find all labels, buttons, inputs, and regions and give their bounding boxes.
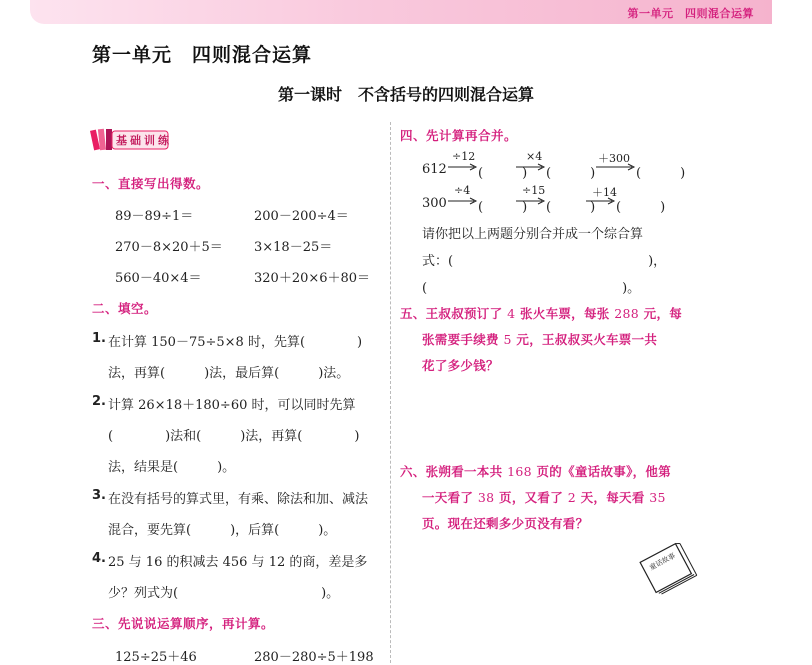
operation-label: ÷12 xyxy=(452,150,476,163)
calc-item: 280－280÷5＋198 xyxy=(254,650,374,665)
question-number: 2. xyxy=(92,394,106,409)
number: 2 xyxy=(567,490,576,505)
question-text: ( )法和( )法，再算( ) xyxy=(108,429,360,444)
calc-item: 3×18－25＝ xyxy=(254,240,333,255)
answer-blank: ( ) xyxy=(546,200,596,215)
arrow-icon xyxy=(448,160,478,174)
book-title: 童话故事 xyxy=(648,551,677,572)
lesson-title: 第一课时 不含括号的四则混合运算 xyxy=(277,85,534,104)
question-text: 在计算 150－75÷5×8 时，先算( ) xyxy=(108,335,363,350)
question-text: 请你把以上两题分别合并成一个综合算 xyxy=(422,227,644,242)
text: 页，又看了 xyxy=(499,490,564,505)
arrow-icon xyxy=(448,194,478,208)
operation-label: ＋300 xyxy=(598,152,630,165)
question-text: 25 与 16 的积减去 456 与 12 的商，差是多 xyxy=(108,555,368,570)
number: 4 xyxy=(507,306,516,321)
number: 5 xyxy=(503,332,512,347)
operation-label: ÷4 xyxy=(454,184,471,197)
text: 天，每天看 xyxy=(580,490,645,505)
text: 页的《童话故事》，他第 xyxy=(536,464,672,479)
section-2-heading: 二、填空。 xyxy=(92,301,158,316)
book-icon xyxy=(636,538,700,598)
arrow-icon xyxy=(516,194,546,208)
answer-blank: ( ) xyxy=(478,200,528,215)
answer-blank: ( ) xyxy=(616,200,666,215)
arrow-icon xyxy=(516,160,546,174)
question-number: 3. xyxy=(92,488,106,503)
chain-start: 612 xyxy=(422,162,447,177)
operation-label: ÷15 xyxy=(522,184,546,197)
question-text: 式：( )， xyxy=(422,254,667,269)
question-number: 1. xyxy=(92,331,106,346)
number: 38 xyxy=(477,490,495,505)
question-number: 4. xyxy=(92,551,106,566)
text: 一天看了 xyxy=(422,490,474,505)
answer-blank: ( ) xyxy=(546,166,596,181)
section-badge: 基础训练 xyxy=(116,134,172,147)
section-5-line xyxy=(422,330,657,348)
calc-item: 125÷25＋46 xyxy=(115,650,197,665)
number: 35 xyxy=(649,490,666,505)
number: 168 xyxy=(507,464,532,479)
text: 张火车票，每张 xyxy=(519,306,610,321)
section-3-heading: 三、先说说运算顺序，再计算。 xyxy=(92,616,275,631)
text: 元，每 xyxy=(643,306,683,321)
operation-label: ＋14 xyxy=(592,186,617,199)
text: 张需要手续费 xyxy=(422,332,499,347)
section-1-heading: 一、直接写出得数。 xyxy=(92,176,210,191)
unit-title: 第一单元 四则混合运算 xyxy=(92,44,313,66)
section-6-line xyxy=(422,488,666,506)
section-5-line xyxy=(400,304,682,322)
answer-blank: ( ) xyxy=(636,166,686,181)
column-divider xyxy=(390,122,391,663)
text: 五、王叔叔预订了 xyxy=(400,306,503,321)
calc-item: 320＋20×6＋80＝ xyxy=(254,271,371,286)
calc-item: 200－200÷4＝ xyxy=(254,209,349,224)
calc-item: 89－89÷1＝ xyxy=(115,209,194,224)
header-banner xyxy=(30,0,772,24)
number: 288 xyxy=(614,306,640,321)
section-6-line: 页。现在还剩多少页没有看？ xyxy=(422,516,589,531)
operation-label: ×4 xyxy=(526,150,543,163)
section-5-line: 花了多少钱？ xyxy=(422,358,499,373)
calc-item: 270－8×20＋5＝ xyxy=(115,240,223,255)
answer-blank: ( ) xyxy=(478,166,528,181)
text: 六、张朔看一本共 xyxy=(400,464,503,479)
text: 元，王叔叔买火车票一共 xyxy=(516,332,658,347)
banner-text: 第一单元 四则混合运算 xyxy=(627,7,754,20)
section-6-line xyxy=(400,462,671,480)
question-text: 少？列式为( )。 xyxy=(108,586,340,601)
calc-item: 560－40×4＝ xyxy=(115,271,202,286)
question-text: 法，结果是( )。 xyxy=(108,460,236,475)
arrow-icon xyxy=(596,160,636,174)
arrow-icon xyxy=(586,194,616,208)
question-text: 混合，要先算( )，后算( )。 xyxy=(108,523,337,538)
question-text: 法，再算( )法，最后算( )法。 xyxy=(108,366,350,381)
question-text: ( )。 xyxy=(422,281,641,296)
chain-start: 300 xyxy=(422,196,447,211)
question-text: 在没有括号的算式里，有乘、除法和加、减法 xyxy=(108,492,369,507)
question-text: 计算 26×18＋180÷60 时，可以同时先算 xyxy=(108,398,356,413)
section-4-heading: 四、先计算再合并。 xyxy=(400,128,518,143)
